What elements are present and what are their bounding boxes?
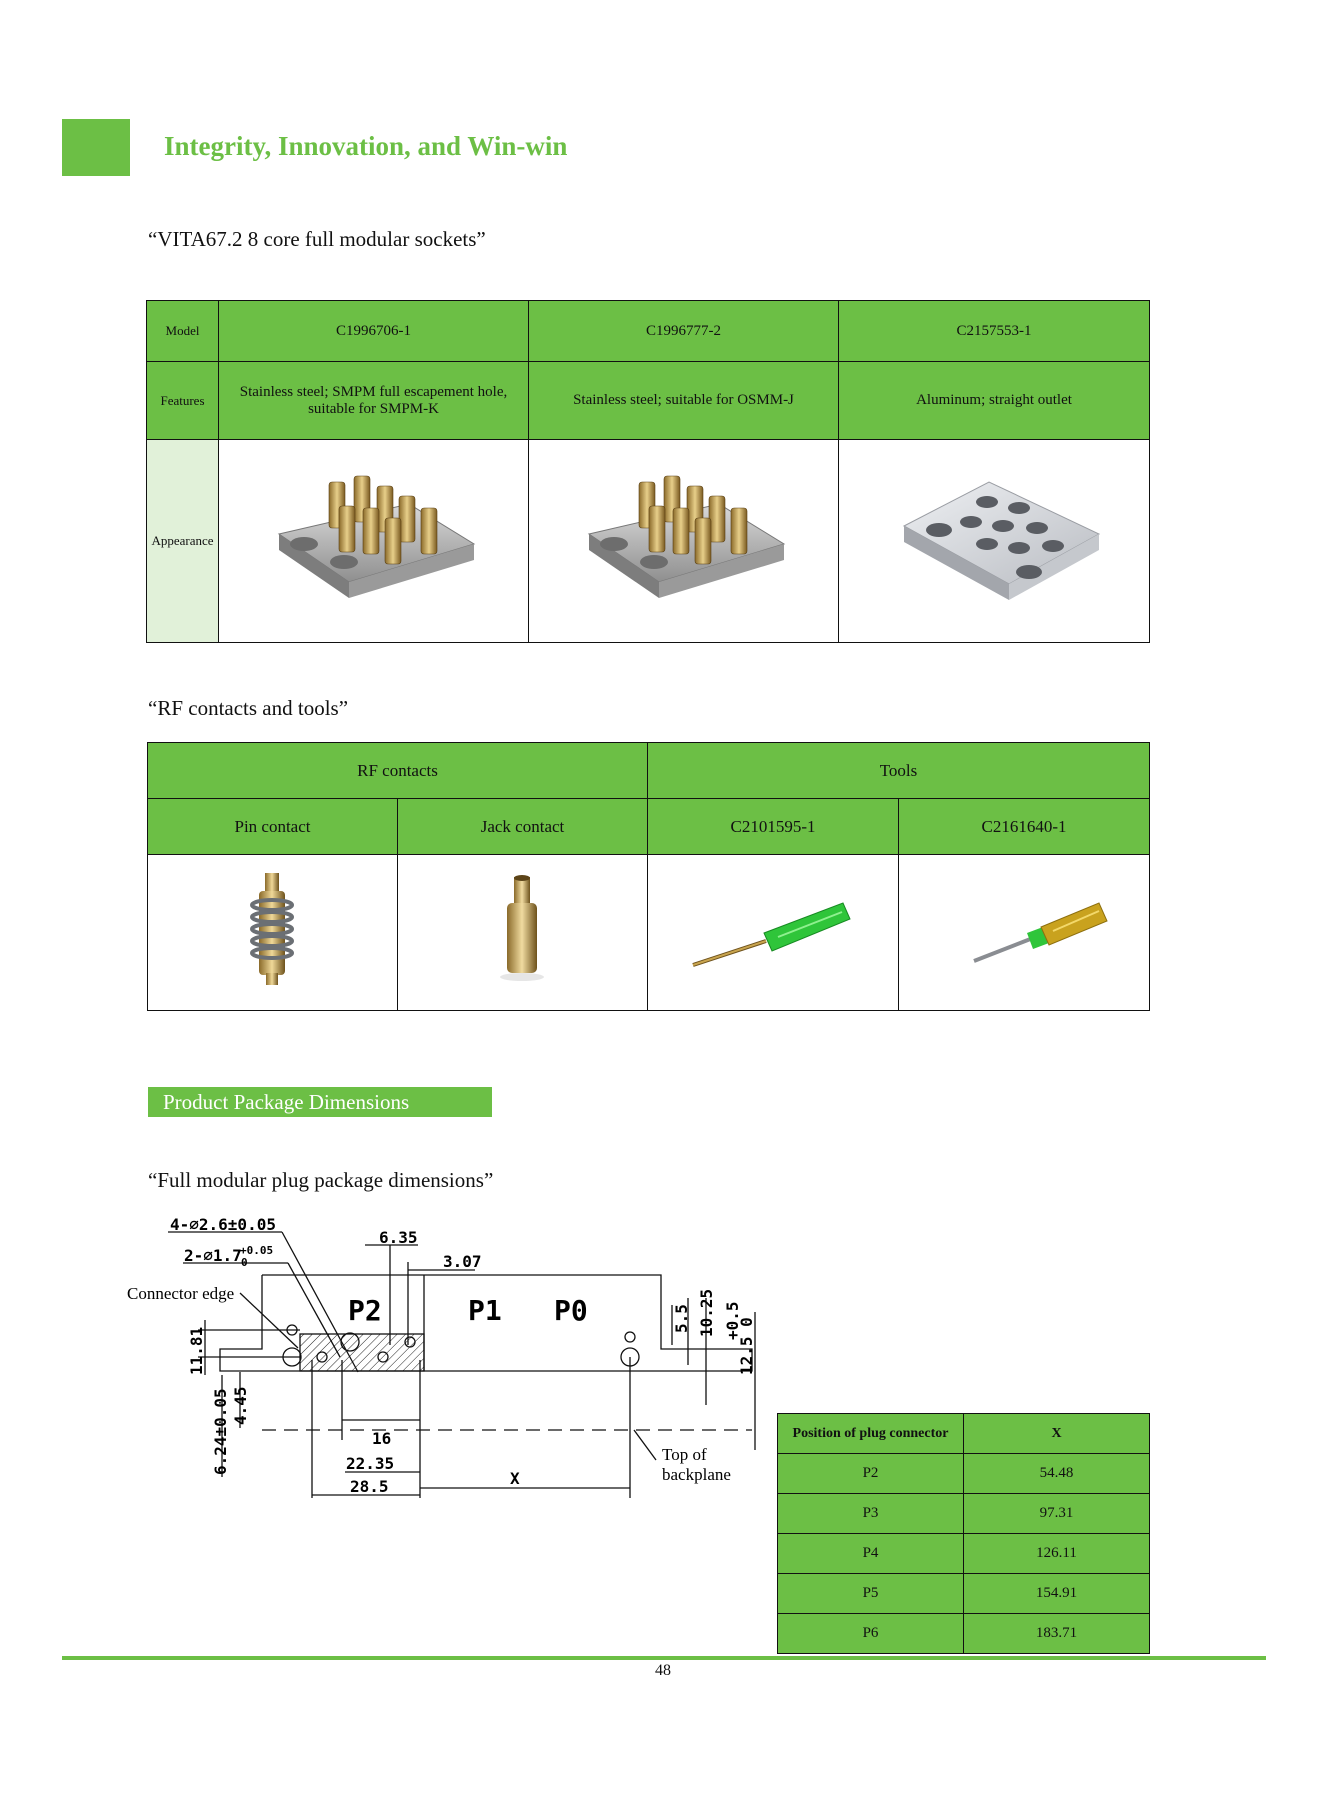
- plug-caption: “Full modular plug package dimensions”: [148, 1168, 494, 1192]
- sockets-caption: “VITA67.2 8 core full modular sockets”: [148, 227, 486, 251]
- table-row: [778, 1614, 1150, 1654]
- plug-position-table: [777, 1413, 1150, 1654]
- features-cell: Stainless steel; SMPM full escapement hole, suitable for SMPM-K: [219, 362, 529, 440]
- slot-label-p0: P0: [554, 1294, 588, 1327]
- dim-3-07: 3.07: [443, 1252, 482, 1271]
- dim-11-81: 11.81: [187, 1326, 206, 1375]
- dim-16: 16: [372, 1429, 392, 1448]
- footer-divider: [62, 1656, 1266, 1660]
- position-cell: P5: [778, 1574, 964, 1614]
- x-value-cell: 97.31: [964, 1494, 1150, 1534]
- table-row: [778, 1454, 1150, 1494]
- position-cell: P6: [778, 1614, 964, 1654]
- features-cell: Stainless steel; suitable for OSMM-J: [529, 362, 839, 440]
- appearance-label: Appearance: [147, 440, 219, 643]
- dim-6-24: 6.24±0.05: [211, 1388, 230, 1475]
- dim-holes-b-tol-plus: +0.05: [240, 1244, 274, 1257]
- x-value-cell: 183.71: [964, 1614, 1150, 1654]
- tool-2-header: C2161640-1: [899, 799, 1150, 855]
- model-cell: C1996777-2: [529, 301, 839, 362]
- dim-holes-b-tol-zero: 0: [241, 1256, 248, 1269]
- dim-6-35: 6.35: [379, 1228, 418, 1247]
- x-value-cell: 126.11: [964, 1534, 1150, 1574]
- x-value-cell: 154.91: [964, 1574, 1150, 1614]
- table-row: [778, 1574, 1150, 1614]
- features-label: Features: [147, 362, 219, 440]
- position-cell: P2: [778, 1454, 964, 1494]
- section-bar-product-package-dimensions: Product Package Dimensions: [148, 1087, 492, 1117]
- connector-edge-label: Connector edge: [127, 1284, 235, 1303]
- x-value-cell: 54.48: [964, 1454, 1150, 1494]
- position-cell: P4: [778, 1534, 964, 1574]
- x-header: X: [964, 1414, 1150, 1454]
- page-number: 48: [655, 1662, 671, 1679]
- top-of-label: Top of: [662, 1445, 707, 1464]
- dim-plus-0-5: +0.5: [723, 1301, 742, 1340]
- table-row: [778, 1534, 1150, 1574]
- pin-contact-header: Pin contact: [148, 799, 398, 855]
- jack-contact-header: Jack contact: [398, 799, 648, 855]
- page-header-title: Integrity, Innovation, and Win-win: [164, 131, 568, 161]
- dim-x: X: [510, 1469, 520, 1488]
- dim-22-35: 22.35: [346, 1454, 395, 1473]
- position-header: Position of plug connector: [778, 1414, 964, 1454]
- dim-5-5: 5.5: [672, 1304, 691, 1333]
- rf-caption: “RF contacts and tools”: [148, 696, 349, 720]
- model-label: Model: [147, 301, 219, 362]
- tool-1-header: C2101595-1: [648, 799, 899, 855]
- tools-group: Tools: [648, 743, 1150, 799]
- model-cell: C1996706-1: [219, 301, 529, 362]
- position-cell: P3: [778, 1494, 964, 1534]
- dim-holes-b: 2-⌀1.7: [184, 1246, 242, 1265]
- rf-contacts-group: RF contacts: [148, 743, 648, 799]
- yellow-tool-image: [899, 855, 1150, 1011]
- aluminum-plate-image: [839, 440, 1150, 643]
- dim-28-5: 28.5: [350, 1477, 389, 1496]
- slot-label-p1: P1: [468, 1294, 502, 1327]
- features-cell: Aluminum; straight outlet: [839, 362, 1150, 440]
- table-row: [778, 1494, 1150, 1534]
- slot-label-p2: P2: [348, 1294, 382, 1327]
- dim-4-45: 4.45: [231, 1386, 250, 1425]
- dim-12-5: 12.5 0: [737, 1317, 756, 1375]
- dim-holes-a: 4-⌀2.6±0.05: [170, 1215, 276, 1234]
- dim-10-25: 10.25: [697, 1288, 716, 1337]
- backplane-label: backplane: [662, 1465, 731, 1484]
- model-cell: C2157553-1: [839, 301, 1150, 362]
